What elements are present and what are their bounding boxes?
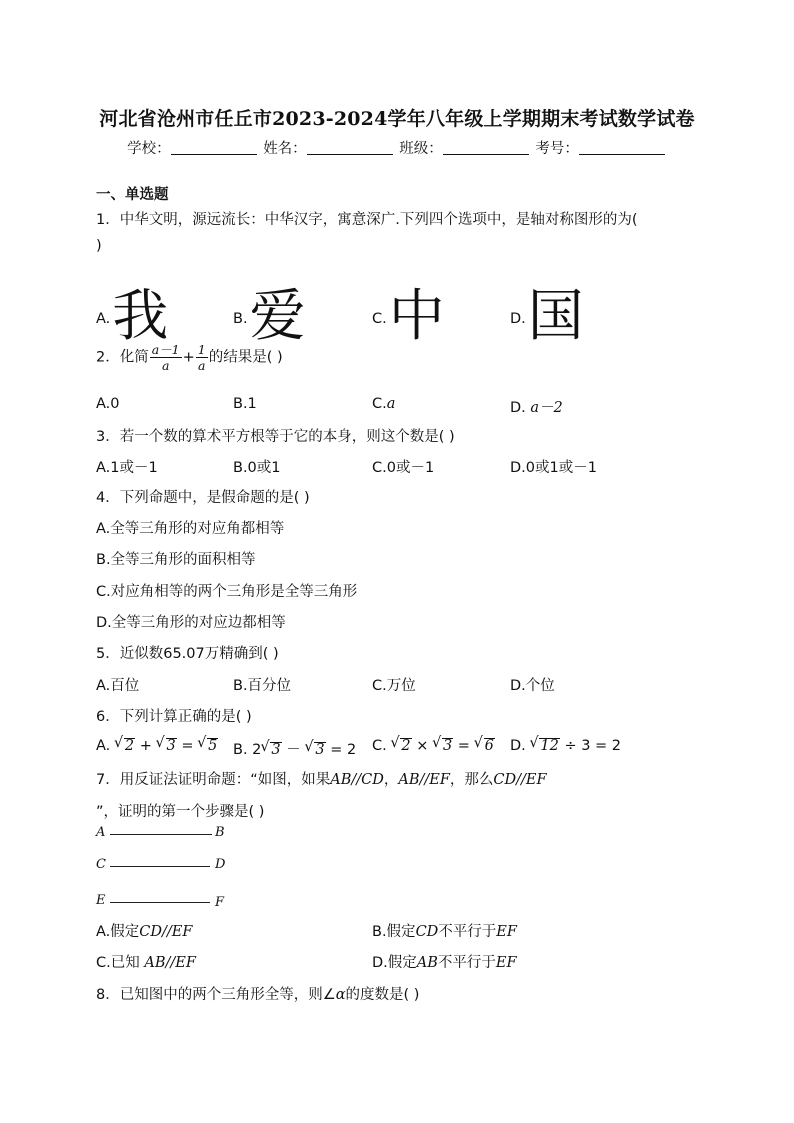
q5-stem: 5．近似数65.07万精确到( ) [96,646,279,662]
q4-option-d[interactable]: D.全等三角形的对应边都相等 [96,615,286,631]
class-blank[interactable] [443,140,529,155]
exam-number-blank[interactable] [579,140,665,155]
q2-option-d[interactable]: D. a－2 [510,400,563,416]
name-blank[interactable] [307,140,393,155]
q2-option-b[interactable]: B.1 [233,396,257,412]
q3-option-d[interactable]: D.0或1或－1 [510,460,597,476]
q3-option-a[interactable]: A.1或－1 [96,460,158,476]
q7-option-a[interactable]: A.假定CD//EF [96,924,193,940]
q7-option-d[interactable]: D.假定AB不平行于EF [372,955,517,971]
q5-option-b[interactable]: B.百分位 [233,678,292,694]
q6-option-d[interactable]: D. √ 12 ÷ 3 = 2 [510,738,621,754]
line-ef [110,902,210,903]
q5-option-a[interactable]: A.百位 [96,678,140,694]
section-title: 一、单选题 [96,187,169,203]
q4-option-c[interactable]: C.对应角相等的两个三角形是全等三角形 [96,584,358,600]
q4-stem: 4．下列命题中，是假命题的是( ) [96,490,310,506]
q1-option-a[interactable]: A.我 [96,284,169,349]
q2-stem: 2．化简 $\frac{a-1}{a}$ + $\frac{1}{a}$ 的结果是( ) [96,342,283,373]
q1-option-c[interactable]: C.中 [372,284,445,349]
q2-option-a[interactable]: A.0 [96,396,120,412]
q7-stem-line1: 7．用反证法证明命题：“如图，如果AB//CD，AB//EF，那么CD//EF [96,772,547,788]
label-f: F [215,895,225,910]
q8-stem: 8．已知图中的两个三角形全等，则∠α的度数是( ) [96,987,420,1003]
student-info-row [0,137,794,158]
school-label: 学校： [127,141,171,157]
q3-stem: 3．若一个数的算术平方根等于它的本身，则这个数是( ) [96,429,455,445]
label-d: D [215,857,226,872]
q1-option-a-char: 我 [112,284,169,349]
school-blank[interactable] [171,140,257,155]
q7-stem-line2: ”，证明的第一个步骤是( ) [96,804,265,820]
exam-title: 河北省沧州市任丘市2023-2024学年八年级上学期期末考试数学试卷 [99,108,695,130]
exam-number-label: 考号： [535,141,579,157]
q6-option-b[interactable]: B. 2√ 3 － √ 3 = 2 [233,738,356,759]
q1-stem-line2: ) [96,238,102,254]
q4-option-a[interactable]: A.全等三角形的对应角都相等 [96,521,285,537]
q1-option-b[interactable]: B.爱 [233,284,306,349]
q7-option-b[interactable]: B.假定CD不平行于EF [372,924,517,940]
q5-option-d[interactable]: D.个位 [510,678,555,694]
q3-option-b[interactable]: B.0或1 [233,460,281,476]
label-e: E [96,893,106,908]
q4-option-b[interactable]: B.全等三角形的面积相等 [96,552,256,568]
q6-option-a[interactable]: A. √ 2 + √ 3 = √ 5 [96,738,218,754]
q1-stem-line1: 1．中华文明，源远流长：中华汉字，寓意深广.下列四个选项中，是轴对称图形的为( [96,212,638,228]
q2-option-c[interactable]: C.a [372,396,396,412]
q3-option-c[interactable]: C.0或－1 [372,460,435,476]
q6-stem: 6．下列计算正确的是( ) [96,709,252,725]
line-ab [110,834,212,835]
q6-option-c[interactable]: C. √ 2 × √ 3 = √ 6 [372,738,495,754]
q2-fraction-1: $\frac{a-1}{a}$ [151,342,180,373]
name-label: 姓名： [263,141,307,157]
line-cd [110,866,210,867]
q1-option-b-char: 爱 [249,284,306,349]
label-a: A [96,825,106,840]
q7-option-c[interactable]: C.已知 AB//EF [96,955,196,971]
label-c: C [96,857,106,872]
label-b: B [215,825,225,840]
class-label: 班级： [399,141,443,157]
q1-option-d-char: 国 [527,284,584,349]
q1-option-c-char: 中 [388,284,445,349]
q1-option-d[interactable]: D.国 [510,284,584,349]
q5-option-c[interactable]: C.万位 [372,678,416,694]
q2-fraction-2: $\frac{1}{a}$ [197,342,206,373]
